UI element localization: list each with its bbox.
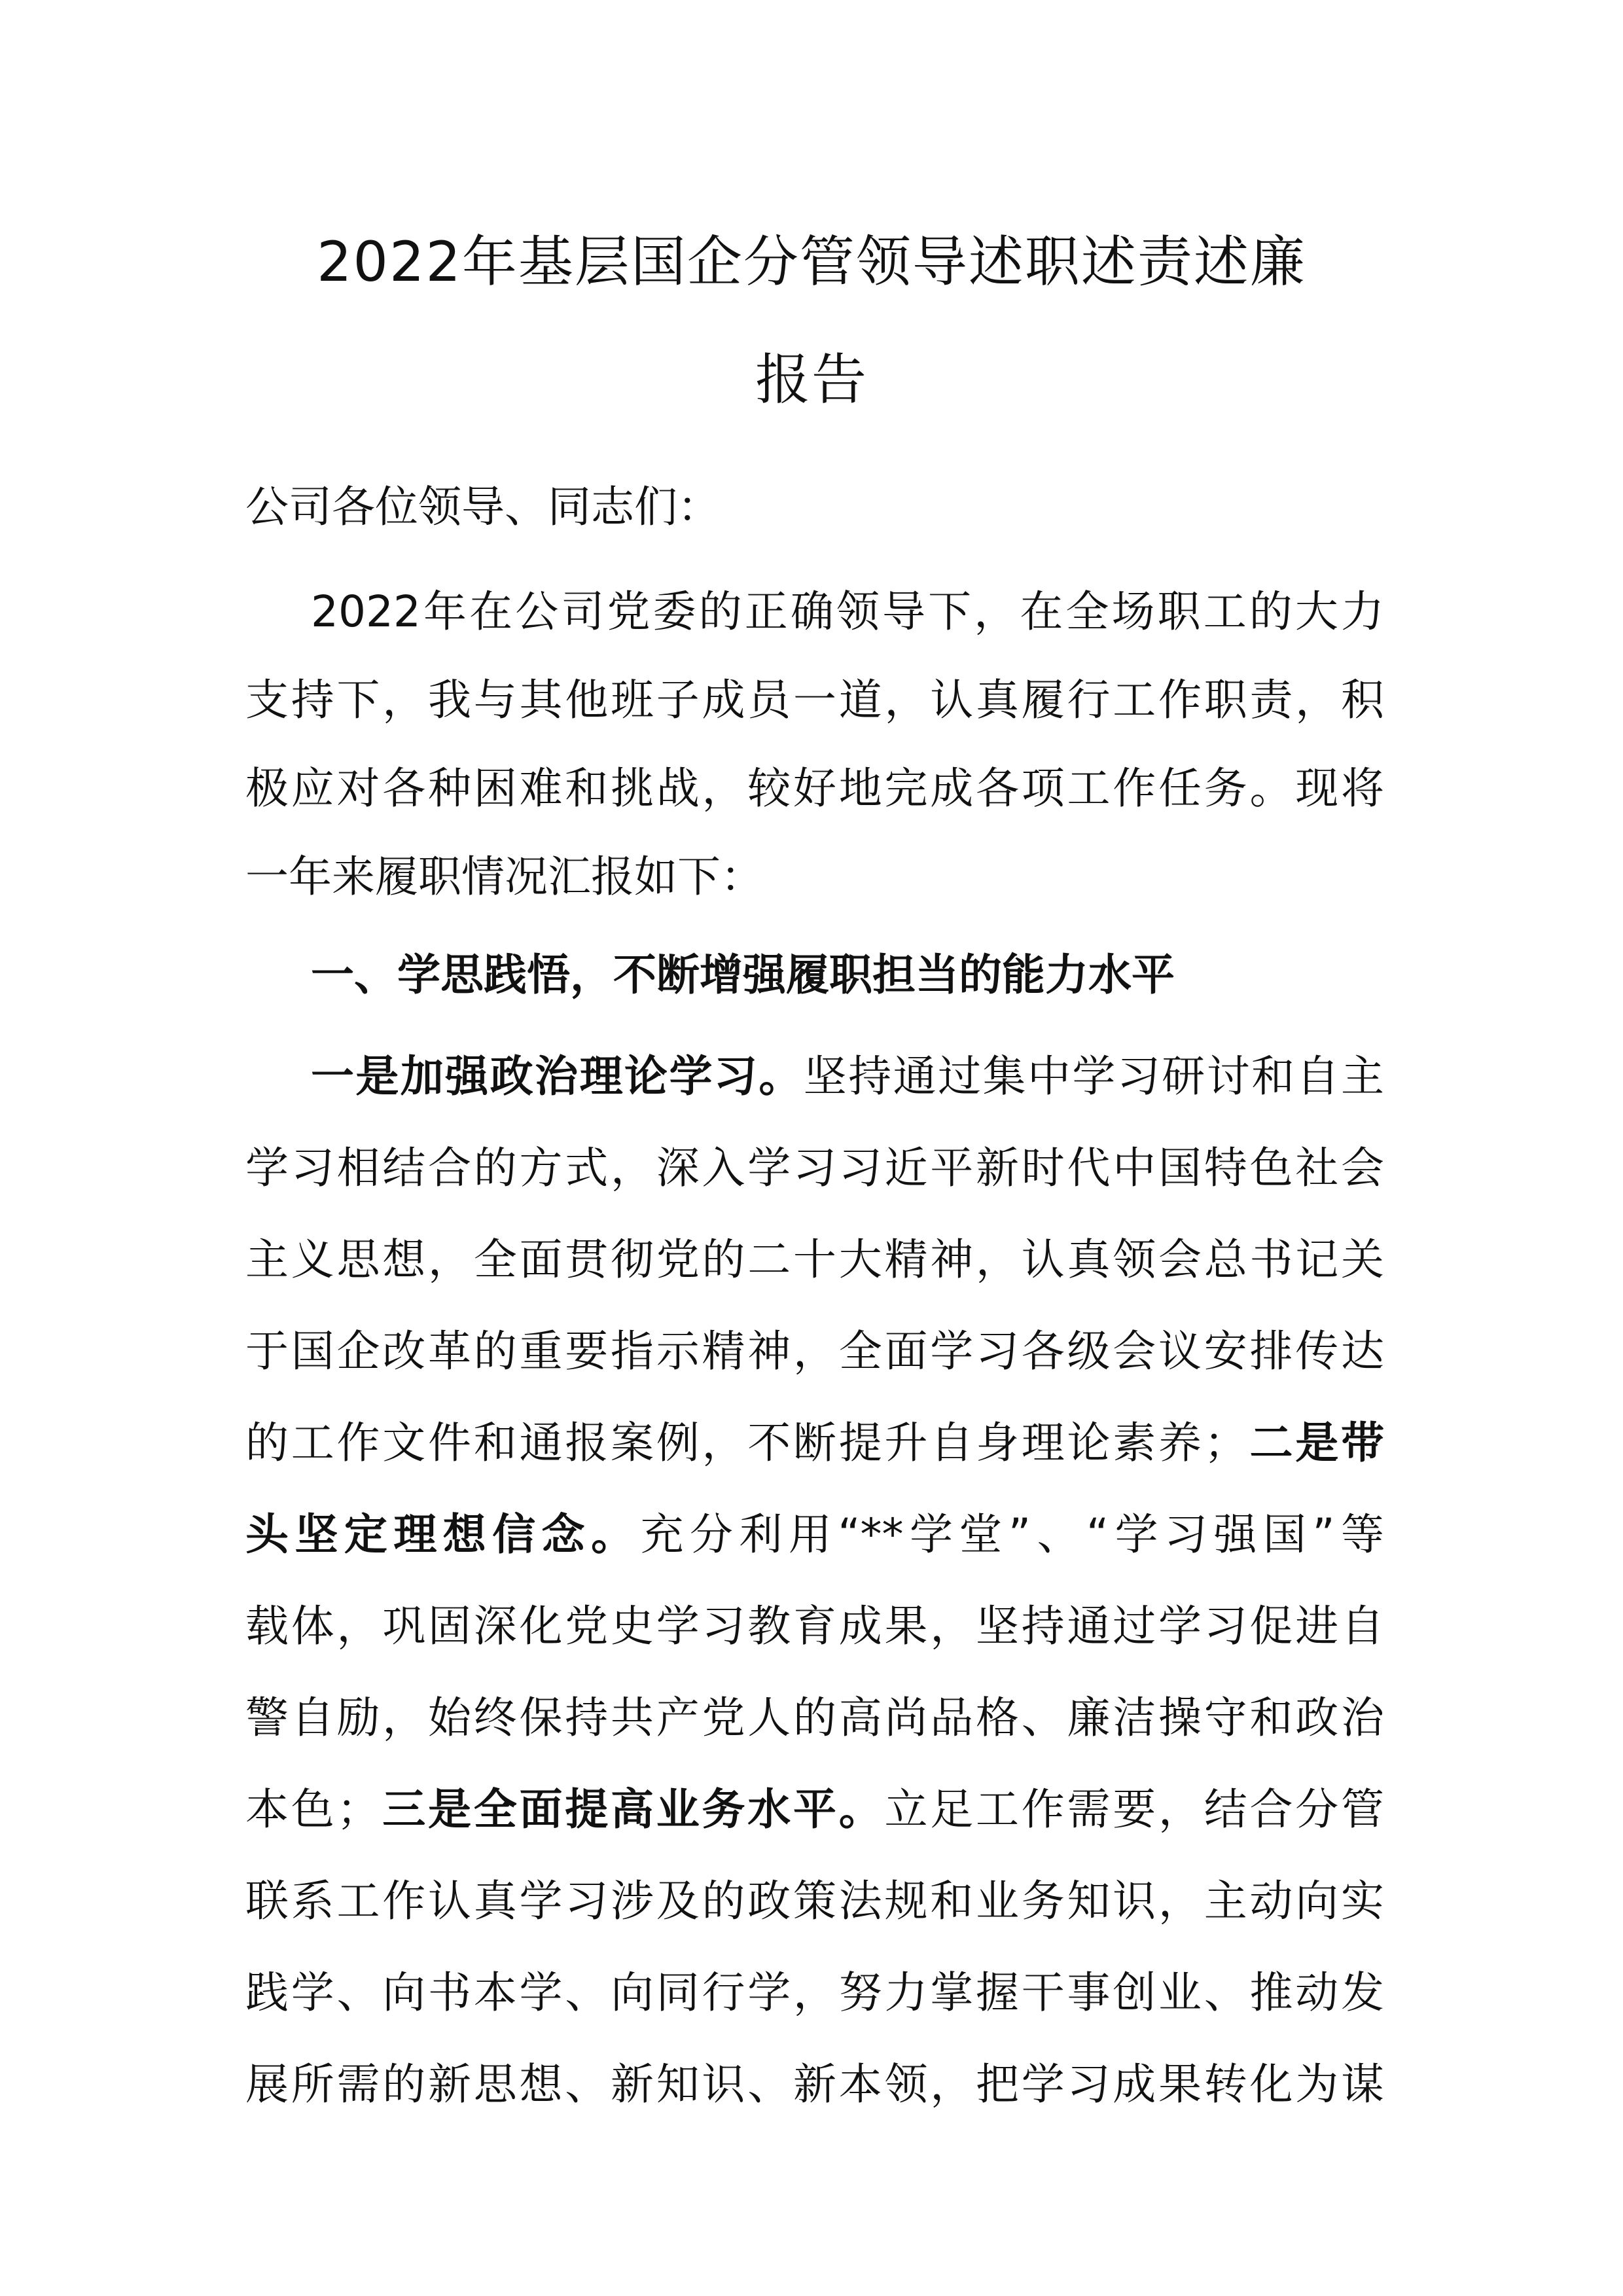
body-line-11: 践学、向书本学、向同行学，努力掌握干事创业、推动发: [245, 1967, 1384, 2018]
intro-line-3: 极应对各种困难和挑战，较好地完成各项工作任务。现将: [245, 763, 1384, 814]
bold-lead-3: 三是全面提高业务水平。: [380, 1784, 885, 1835]
body-line-10: 联系工作认真学习涉及的政策法规和业务知识，主动向实: [245, 1876, 1384, 1926]
body-line-6-text: 充分利用“**学堂”、“学习强国”等: [640, 1509, 1384, 1560]
document-title-line-2: 报告: [755, 348, 868, 412]
intro-line-4: 一年来履职情况汇报如下：: [245, 852, 764, 902]
bold-lead-1: 一是加强政治理论学习。: [311, 1051, 804, 1102]
body-line-9: [245, 1784, 1384, 1836]
body-line-8: 警自励，始终保持共产党人的高尚品格、廉洁操守和政治: [245, 1693, 1384, 1743]
body-line-3: 主义思想，全面贯彻党的二十大精神，认真领会总书记关: [245, 1234, 1384, 1285]
body-line-6: [245, 1509, 1384, 1561]
section-heading: [245, 949, 1384, 1001]
section-heading-text: 一、学思践悟，不断增强履职担当的能力水平: [311, 950, 1175, 1000]
body-line-5-text: 的工作文件和通报案例，不断提升自身理论素养；: [245, 1418, 1247, 1468]
intro-line-1: 2022年在公司党委的正确领导下，在全场职工的大力: [311, 586, 1384, 637]
document-title-line-1: 2022年基层国企分管领导述职述责述廉: [317, 230, 1306, 294]
body-line-7: 载体，巩固深化党史学习教育成果，坚持通过学习促进自: [245, 1601, 1384, 1651]
bold-lead-2-start: 二是带: [1247, 1418, 1384, 1468]
body-line-1-text: 坚持通过集中学习研讨和自主: [803, 1051, 1384, 1102]
body-line-12: 展所需的新思想、新知识、新本领，把学习成果转化为谋: [245, 2059, 1384, 2109]
body-line-2: 学习相结合的方式，深入学习习近平新时代中国特色社会: [245, 1143, 1384, 1193]
body-line-4: 于国企改革的重要指示精神，全面学习各级会议安排传达: [245, 1326, 1384, 1376]
body-line-5: [245, 1417, 1384, 1469]
body-line-1: [245, 1050, 1384, 1103]
body-line-9-start: 本色；: [245, 1784, 380, 1835]
bold-lead-2-end: 头坚定理想信念。: [245, 1509, 641, 1560]
intro-line-2: 支持下，我与其他班子成员一道，认真履行工作职责，积: [245, 675, 1384, 725]
salutation: 公司各位领导、同志们：: [245, 482, 721, 532]
body-line-9-text: 立足工作需要，结合分管: [884, 1784, 1384, 1835]
